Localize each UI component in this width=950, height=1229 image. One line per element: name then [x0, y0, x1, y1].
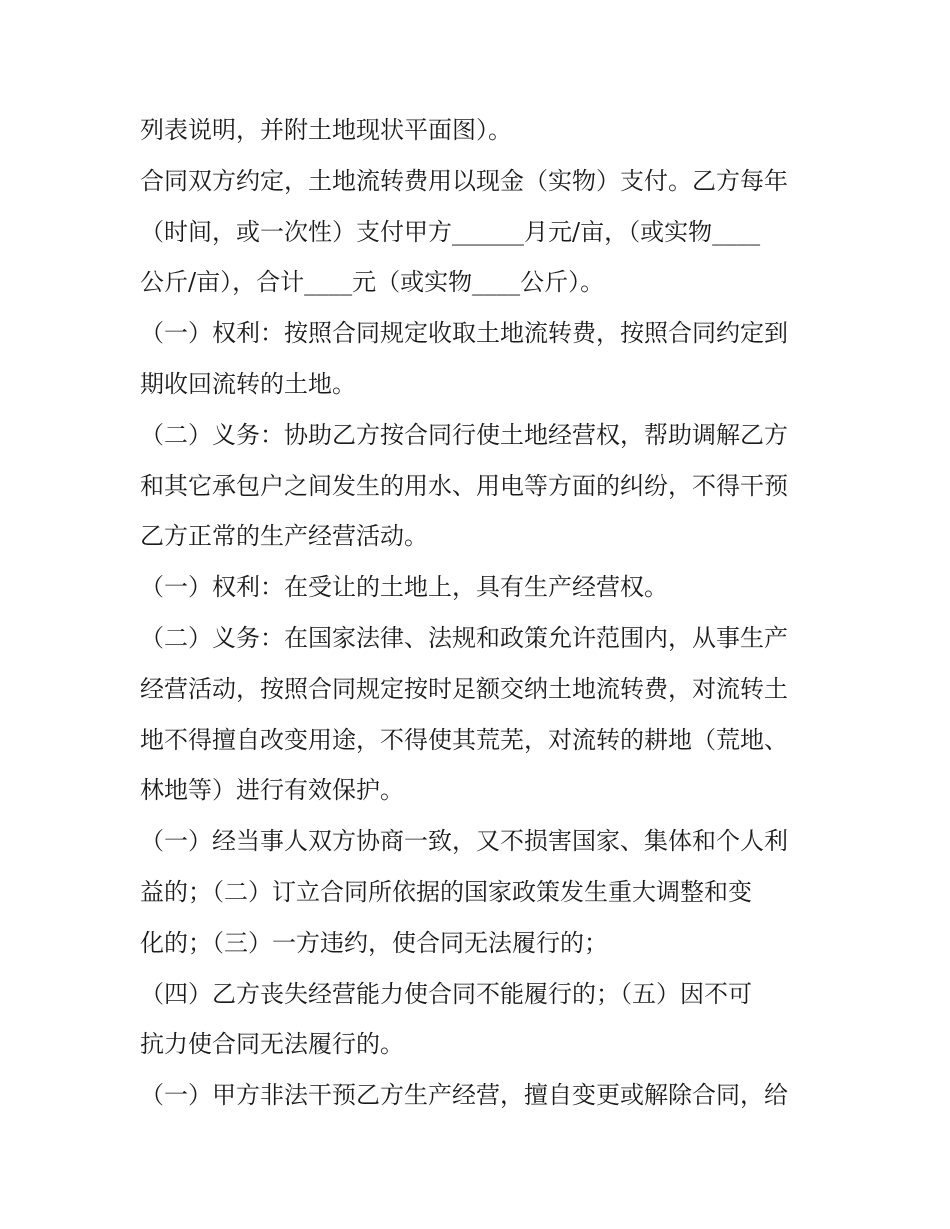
- text-line: 乙方正常的生产经营活动。: [140, 522, 428, 551]
- text-line: 列表说明，并附土地现状平面图）。: [140, 116, 512, 144]
- text-line: （一）权利：在受让的土地上，具有生产经营权。: [140, 573, 668, 602]
- text-line: （时间，或一次性）支付甲方______月元/亩，（或实物____: [140, 217, 761, 246]
- document-body: [140, 105, 820, 1121]
- text-line: （二）义务：在国家法律、法规和政策允许范围内，从事生产: [140, 623, 788, 652]
- text-line: 经营活动，按照合同规定按时足额交纳土地流转费，对流转土: [140, 674, 788, 703]
- text-line: 益的；（二）订立合同所依据的国家政策发生重大调整和变: [140, 877, 752, 906]
- text-line: （四）乙方丧失经营能力使合同不能履行的；（五）因不可: [140, 979, 752, 1008]
- text-line: （一）权利：按照合同规定收取土地流转费，按照合同约定到: [140, 319, 788, 348]
- text-line: （一）经当事人双方协商一致，又不损害国家、集体和个人利: [140, 827, 788, 856]
- text-line: 期收回流转的土地。: [140, 369, 356, 398]
- text-line: 化的；（三）一方违约，使合同无法履行的；: [140, 928, 608, 957]
- text-line: （一）甲方非法干预乙方生产经营，擅自变更或解除合同，给: [140, 1081, 788, 1110]
- text-line: 林地等）进行有效保护。: [140, 776, 404, 805]
- text-line: 合同双方约定，土地流转费用以现金（实物）支付。乙方每年: [140, 166, 788, 195]
- text-line: （二）义务：协助乙方按合同行使土地经营权，帮助调解乙方: [140, 420, 788, 449]
- text-line: 抗力使合同无法履行的。: [140, 1030, 404, 1059]
- text-line: 地不得擅自改变用途，不得使其荒芜，对流转的耕地（荒地、: [140, 725, 788, 754]
- text-line: 公斤/亩），合计____元（或实物____公斤）。: [140, 268, 605, 297]
- text-line: 和其它承包户之间发生的用水、用电等方面的纠纷，不得干预: [140, 471, 788, 500]
